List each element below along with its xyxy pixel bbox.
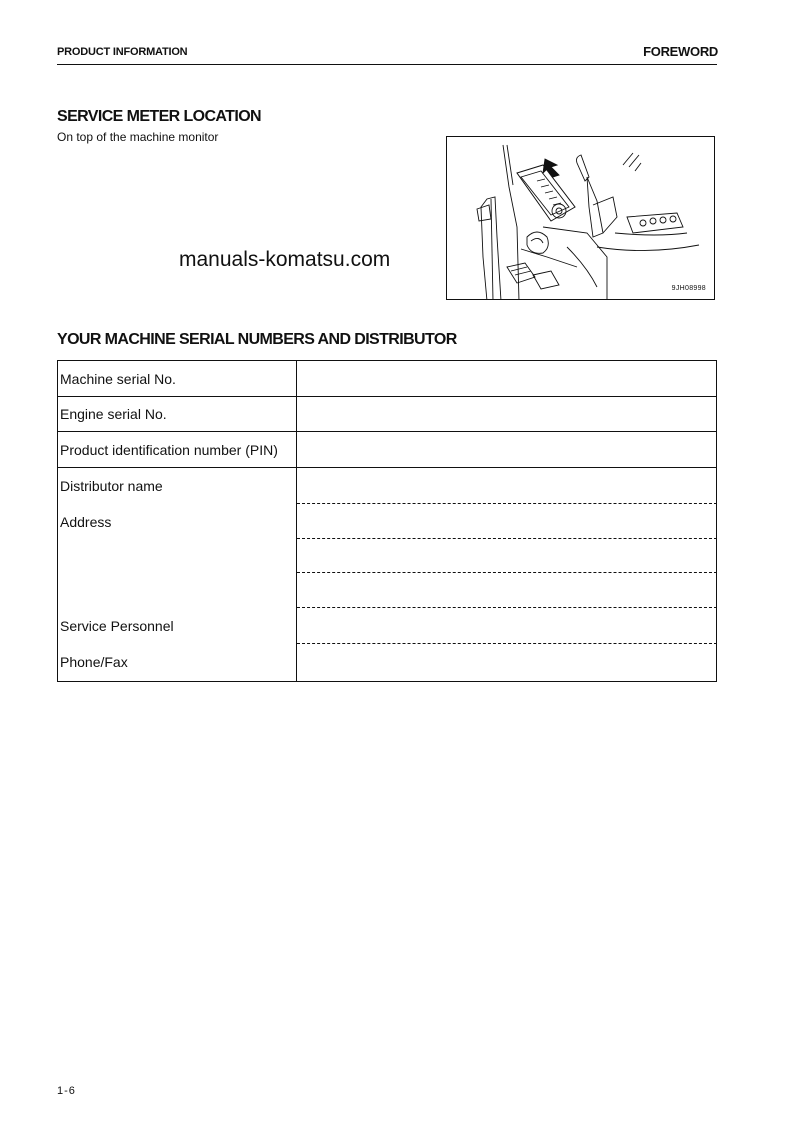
machine-serial-label: Machine serial No. [60, 371, 176, 387]
fill-in-line [297, 607, 717, 608]
form-top-border [57, 360, 717, 361]
service-meter-title: SERVICE METER LOCATION [57, 108, 262, 125]
phone-fax-label: Phone/Fax [60, 654, 128, 670]
row-separator [57, 467, 717, 468]
service-personnel-label: Service Personnel [60, 618, 174, 634]
fill-in-line [297, 643, 717, 644]
row-separator [57, 396, 717, 397]
engine-serial-label: Engine serial No. [60, 406, 167, 422]
serial-section-title: YOUR MACHINE SERIAL NUMBERS AND DISTRIBUTOR [57, 331, 457, 348]
fill-in-line [297, 538, 717, 539]
address-label: Address [60, 514, 112, 530]
fill-in-line [297, 572, 717, 573]
form-column-divider [296, 360, 297, 682]
fill-in-line [297, 503, 717, 504]
service-meter-illustration [446, 136, 715, 300]
form-left-border [57, 360, 58, 682]
header-chapter-label: FOREWORD [643, 44, 718, 59]
row-separator [57, 431, 717, 432]
header-rule [57, 64, 717, 65]
page-number: 1-6 [57, 1085, 76, 1097]
pin-label: Product identification number (PIN) [60, 442, 278, 458]
form-right-border [716, 360, 717, 682]
figure-code-label: 9JH08998 [671, 285, 706, 292]
distributor-name-label: Distributor name [60, 478, 163, 494]
header-section-label: PRODUCT INFORMATION [57, 46, 188, 58]
service-meter-subtitle: On top of the machine monitor [57, 130, 219, 144]
watermark-text: manuals-komatsu.com [179, 248, 391, 271]
form-bottom-border [57, 681, 717, 682]
serial-number-form [57, 360, 717, 682]
